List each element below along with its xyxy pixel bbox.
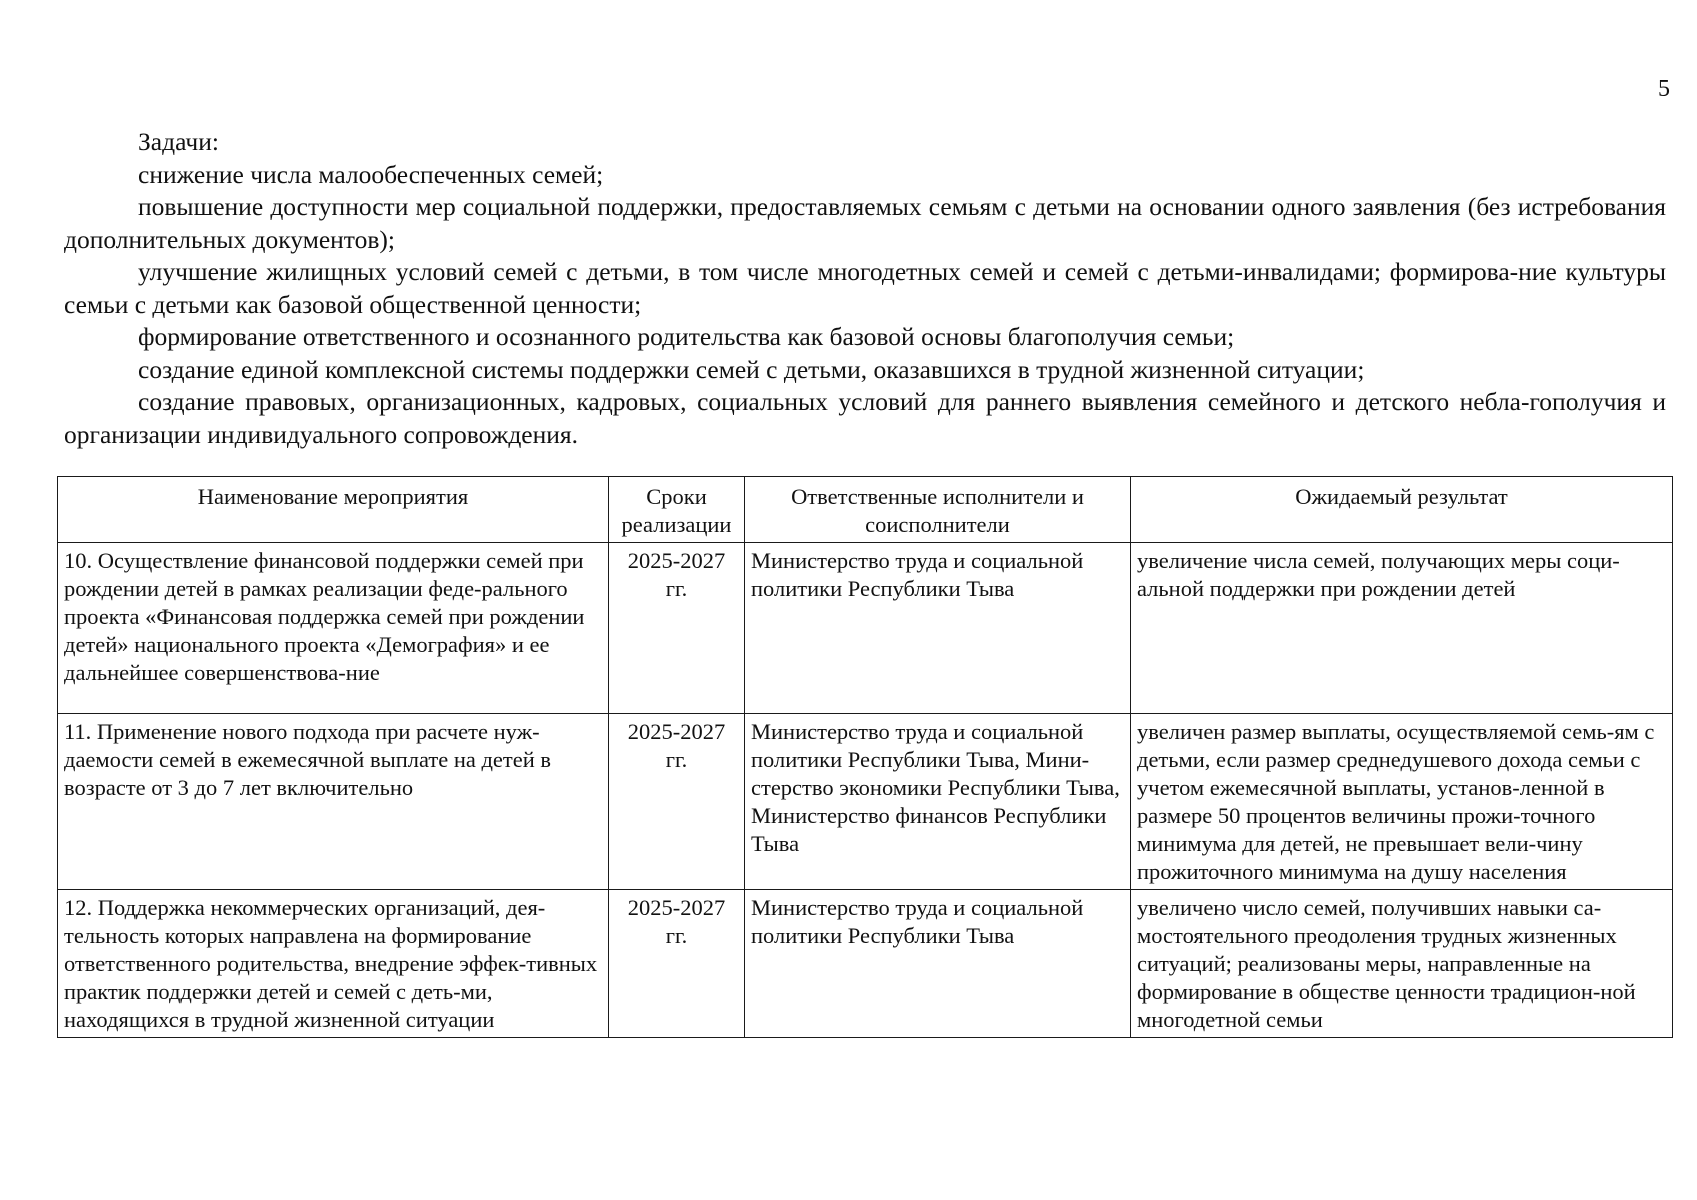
task-item: повышение доступности мер социальной поддержки, предоставляемых семьям с детьми на основании одного заявления (без истребования дополнительных документов); (64, 192, 1666, 254)
task-item: улучшение жилищных условий семей с детьми, в том числе многодетных семей и семей с детьми-инвалидами; формирова-ние культуры семьи с детьми как базовой общественной ценности; (64, 257, 1666, 319)
header-name: Наименование мероприятия (58, 477, 609, 543)
measure-name: 11. Применение нового подхода при расчете нуж-даемости семей в ежемесячной выплате на детей в возрасте от 3 до 7 лет включительно (58, 714, 609, 890)
table-header-row (58, 477, 1673, 543)
measure-name: 10. Осуществление финансовой поддержки семей при рождении детей в рамках реализации феде-рального проекта «Финансовая поддержка семей при рождении детей» национального проекта «Демография» и ее дальнейшее совершенствова-ние (58, 543, 609, 714)
measure-executors: Министерство труда и социальной политики Республики Тыва (745, 543, 1131, 714)
task-item: создание правовых, организационных, кадровых, социальных условий для раннего выявления семейного и детского небла-гополучия и организации индивидуального сопровождения. (64, 387, 1666, 449)
measure-result: увеличено число семей, получивших навыки са-мостоятельного преодоления трудных жизненных ситуаций; реализованы меры, направленные на формирование в обществе ценности традицион-ной многодетной семьи (1131, 890, 1673, 1038)
measure-result: увеличен размер выплаты, осуществляемой семь-ям с детьми, если размер среднедушевого дохода семьи с учетом ежемесячной выплаты, установ-ленной в размере 50 процентов величины прожи-точного минимума для детей, не превышает вели-чину прожиточного минимума на душу населения (1131, 714, 1673, 890)
measure-name: 12. Поддержка некоммерческих организаций, дея-тельность которых направлена на формирование ответственного родительства, внедрение эффек-тивных практик поддержки детей и семей с деть-ми, находящихся в трудной жизненной ситуации (58, 890, 609, 1038)
measure-terms: 2025-2027 гг. (609, 543, 745, 714)
tasks-heading: Задачи: (138, 127, 219, 156)
measure-terms: 2025-2027 гг. (609, 714, 745, 890)
table-row (58, 714, 1673, 890)
header-terms: Сроки реализации (609, 477, 745, 543)
task-item: формирование ответственного и осознанного родительства как базовой основы благополучия семьи; (138, 322, 1235, 351)
measures-table (57, 476, 1673, 1038)
table-row (58, 543, 1673, 714)
header-executors: Ответственные исполнители и соисполнители (745, 477, 1131, 543)
measure-executors: Министерство труда и социальной политики Республики Тыва, Мини-стерство экономики Республики Тыва, Министерство финансов Республики Тыва (745, 714, 1131, 890)
tasks-section (64, 126, 1666, 451)
page-number: 5 (1658, 76, 1670, 102)
task-item: снижение числа малообеспеченных семей; (138, 159, 604, 189)
task-item: создание единой комплексной системы поддержки семей с детьми, оказавшихся в трудной жизненной ситуации; (138, 354, 1365, 384)
header-result: Ожидаемый результат (1131, 477, 1673, 543)
measure-terms: 2025-2027 гг. (609, 890, 745, 1038)
measure-result: увеличение числа семей, получающих меры соци-альной поддержки при рождении детей (1131, 543, 1673, 714)
table-row (58, 890, 1673, 1038)
measure-executors: Министерство труда и социальной политики Республики Тыва (745, 890, 1131, 1038)
